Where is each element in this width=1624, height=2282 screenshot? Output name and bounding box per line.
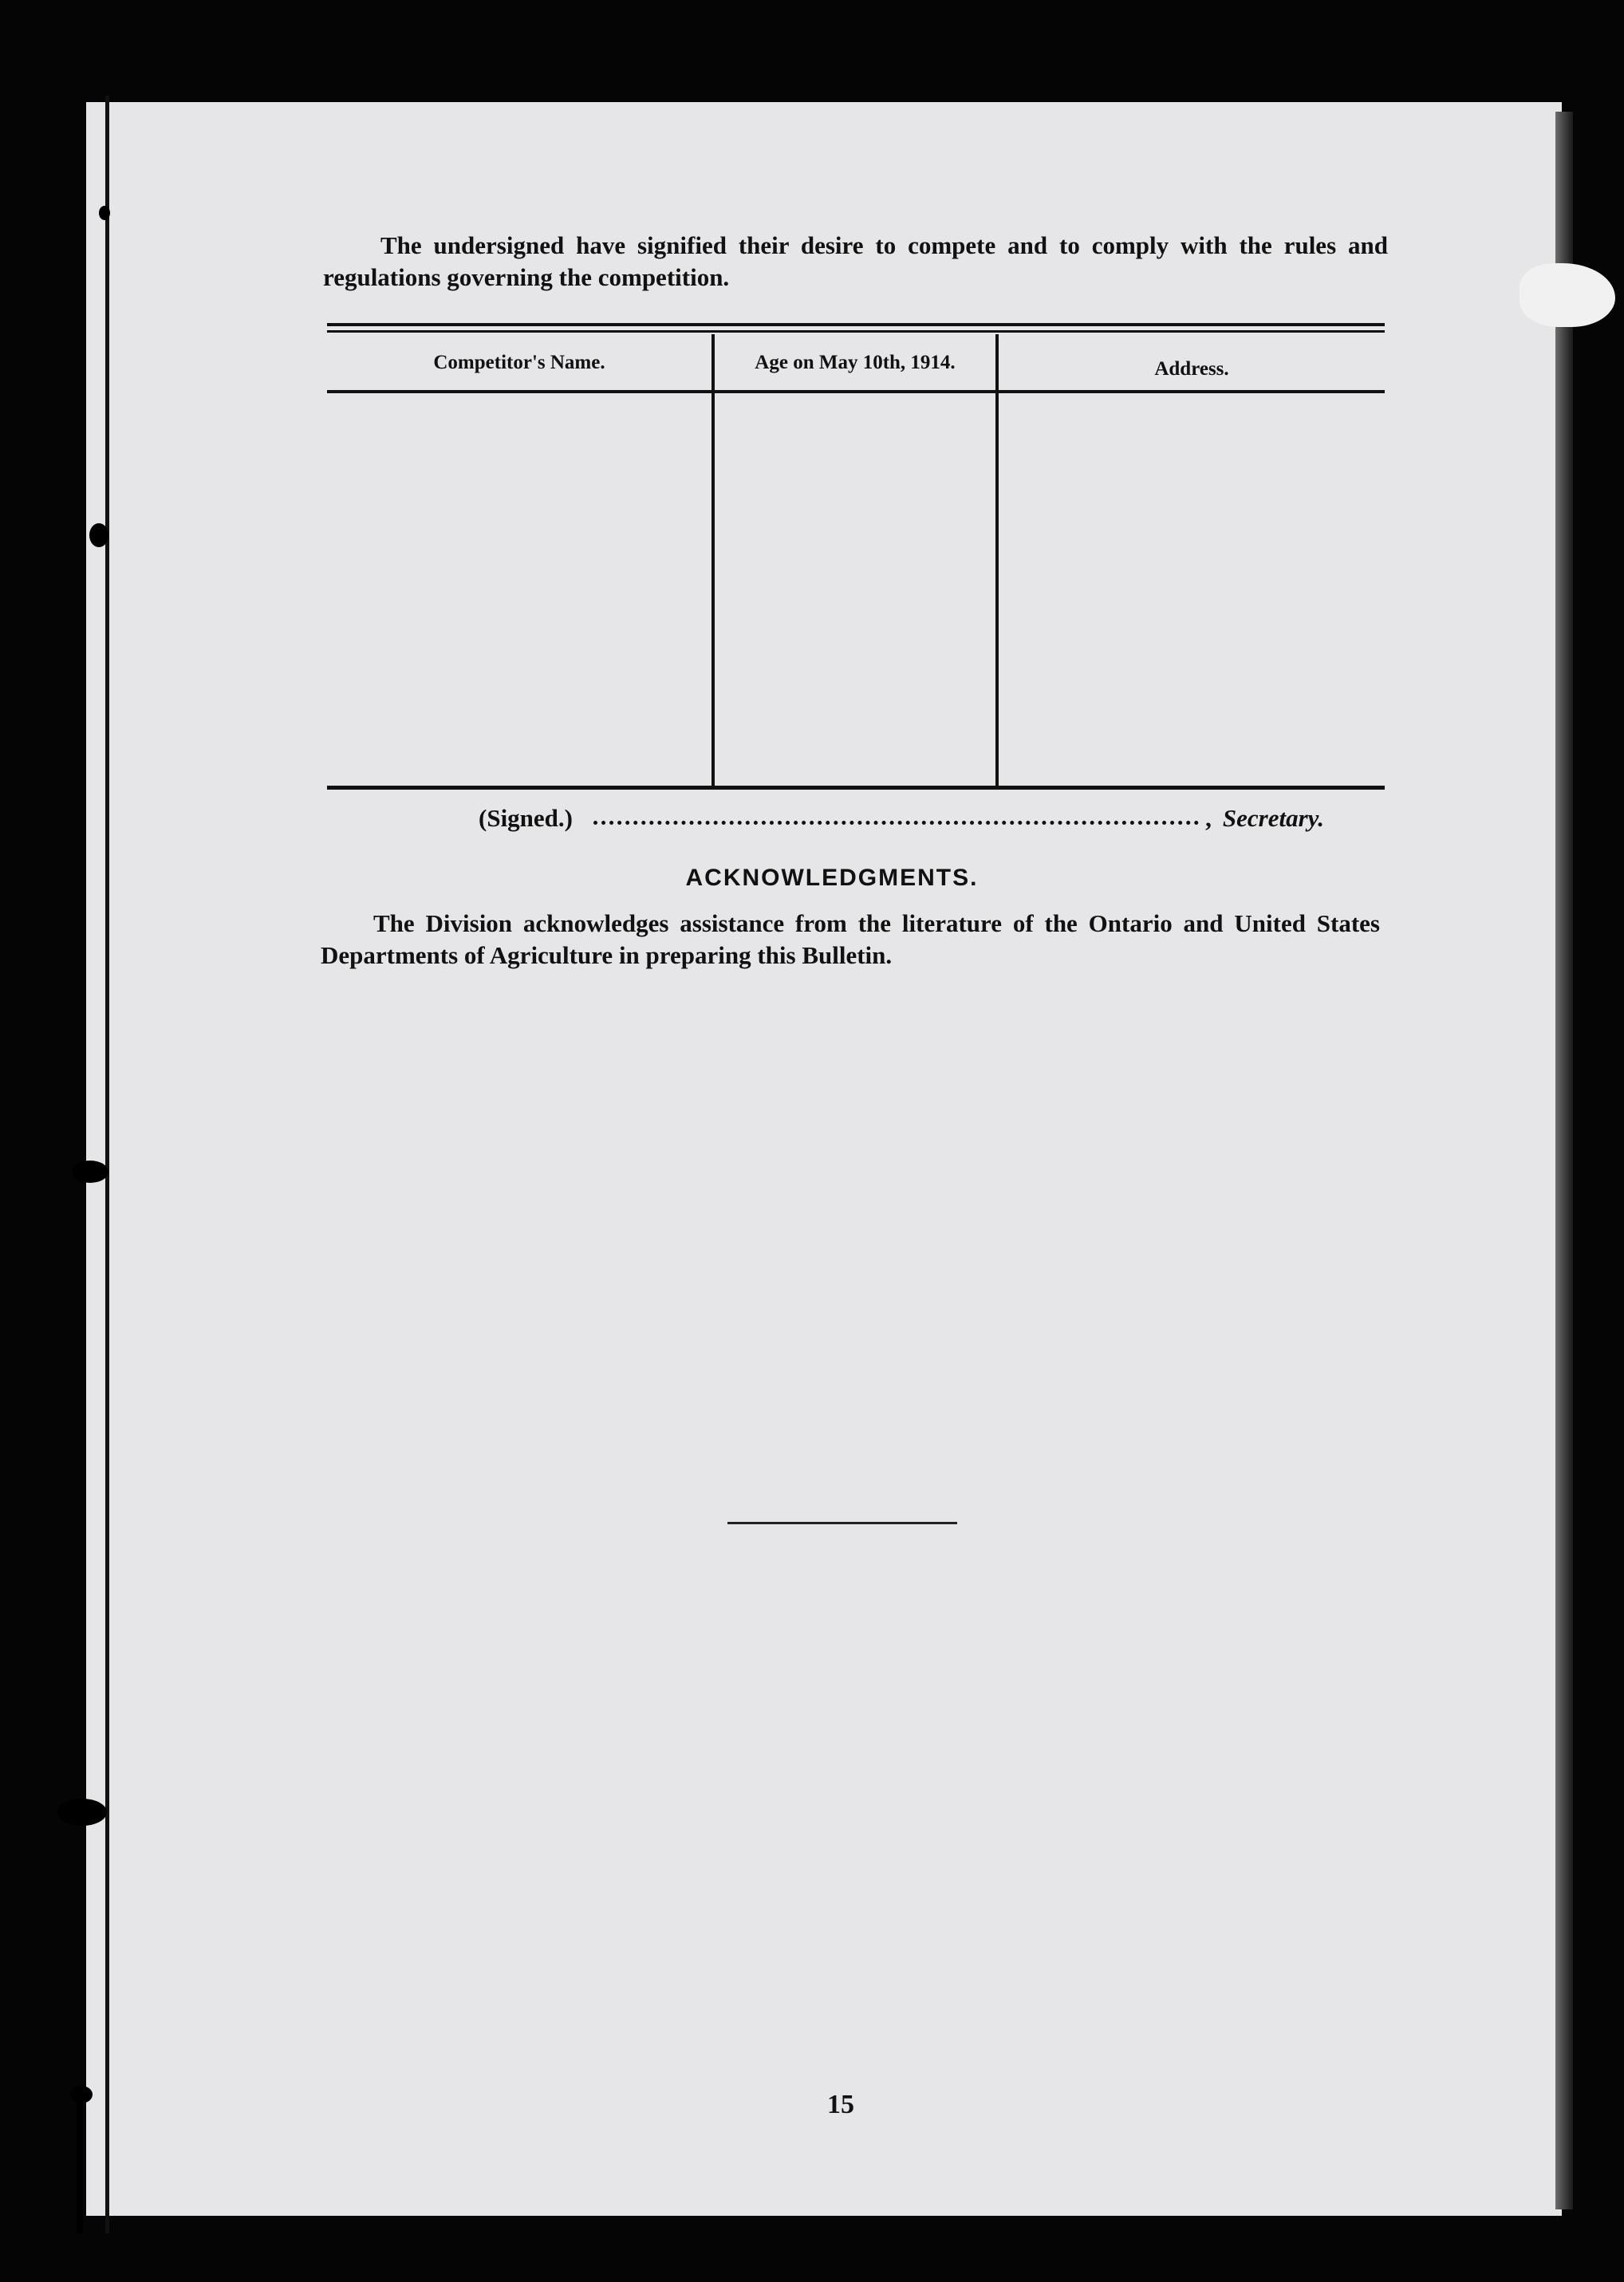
binding-mark	[72, 1161, 108, 1183]
intro-paragraph: The undersigned have signified their desire to compete and to comply with the rules and regulations governing the competition.	[323, 231, 1388, 291]
column-header-age: Age on May 10th, 1914.	[755, 352, 956, 373]
signature-dotted-leader	[593, 818, 1199, 825]
binding-mark	[89, 523, 108, 547]
column-header-name: Competitor's Name.	[433, 352, 605, 373]
column-header-address: Address.	[1154, 358, 1229, 380]
table-bottom-rule	[327, 786, 1385, 790]
binding-line	[105, 96, 109, 2233]
acknowledgments-paragraph: The Division acknowledges assistance from the literature of the Ontario and United States Departments of Agriculture in preparing this Bulletin.	[321, 909, 1380, 969]
table-top-rule	[327, 323, 1385, 326]
comma: ,	[1205, 804, 1212, 832]
page-number: 15	[827, 2090, 854, 2119]
acknowledgments-heading: ACKNOWLEDGMENTS.	[685, 865, 979, 891]
column-divider	[711, 334, 715, 787]
torn-corner	[1520, 263, 1615, 327]
binding-mark	[99, 206, 110, 220]
secretary-label: Secretary.	[1222, 804, 1324, 832]
column-divider	[995, 334, 999, 787]
signed-label: (Signed.)	[479, 804, 573, 832]
competitor-table	[327, 323, 1385, 802]
table-top-rule	[327, 330, 1385, 333]
page-edge-shadow	[1555, 112, 1573, 2209]
binding-mark	[57, 1799, 107, 1826]
closing-rule	[727, 1522, 957, 1524]
signature-line	[479, 804, 1324, 833]
